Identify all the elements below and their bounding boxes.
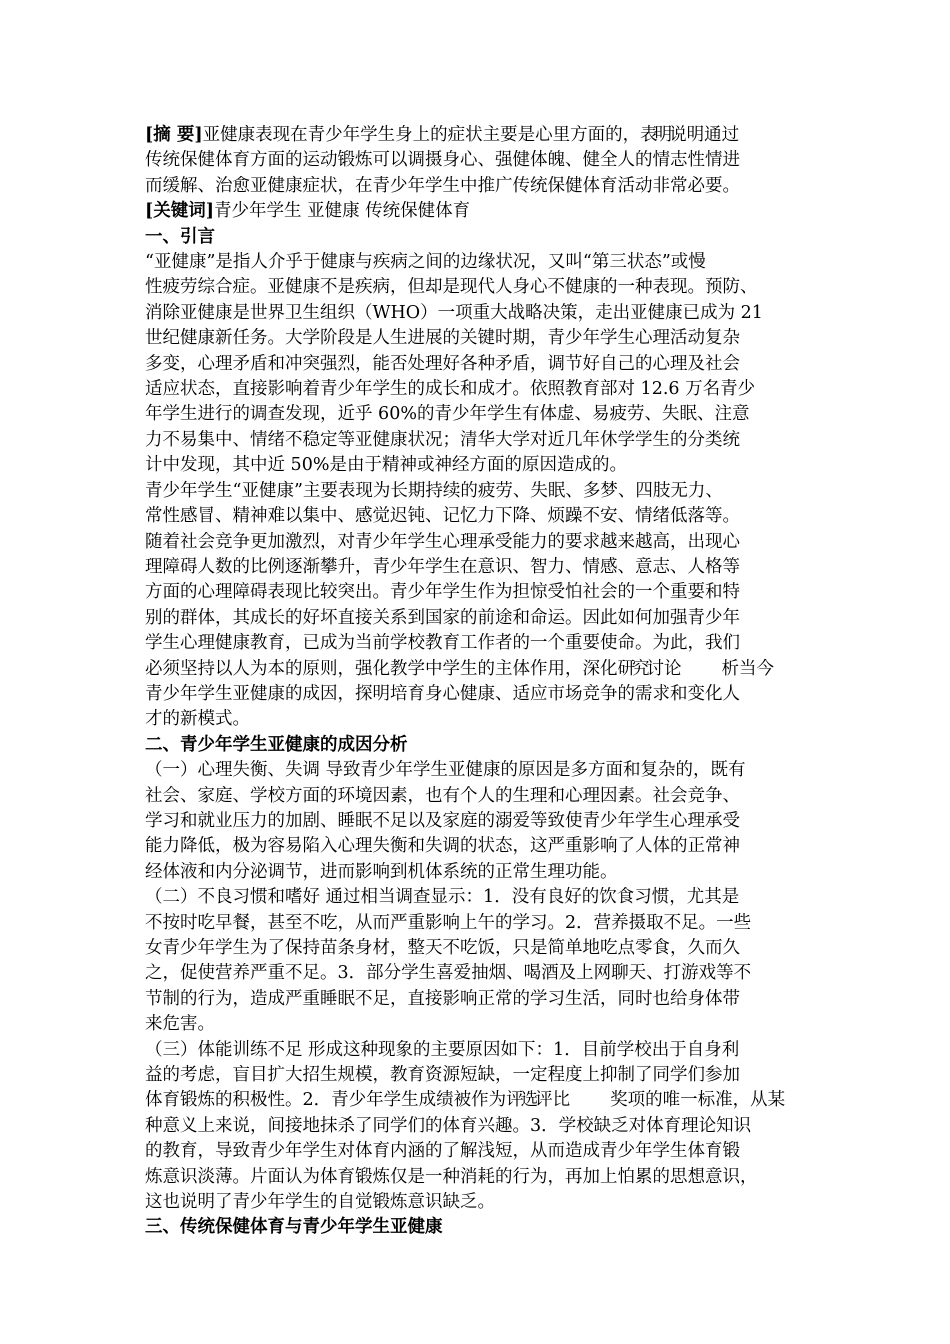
paragraph-line: 理障碍人数的比例逐渐攀升，青少年学生在意识、智力、情感、意志、人格等 (145, 556, 740, 577)
paragraph-line (145, 657, 810, 682)
paragraph-line: 性疲劳综合症。亚健康不是疾病，但却是现代人身心不健康的一种表现。预防、 (145, 277, 758, 298)
text-run: 体育锻炼的积极性。2．青少年学生成绩被作为 (145, 1090, 507, 1111)
keywords-line (145, 199, 810, 224)
paragraph-line: 常性感冒、精神难以集中、感觉迟钝、记忆力下降、烦躁不安、情绪低落等。 (145, 506, 740, 527)
paragraph-line: 多变，心理矛盾和冲突强烈，能否处理好各种矛盾，调节好自己的心理及社会 (145, 353, 740, 374)
abstract-line-1 (145, 123, 810, 148)
paragraph-line: 能力降低，极为容易陷入心理失衡和失调的状态，这严重影响了人体的正常神 (145, 836, 740, 857)
paragraph-line: 学生心理健康教育，已成为当前学校教育工作者的一个重要使命。为此，我们 (145, 633, 740, 654)
paragraph-line: 别的群体，其成长的好坏直接关系到国家的前途和命运。因此如何加强青少年 (145, 607, 740, 628)
paragraph-line: 随着社会竞争更加激烈，对青少年学生心理承受能力的要求越来越高，出现心 (145, 531, 740, 552)
text-run: 讨论 (646, 658, 682, 679)
paragraph-line: 的教育，导致青少年学生对体育内涵的了解浅短，从而造成青少年学生体育锻 (145, 1141, 740, 1162)
paragraph-line: 适应状态，直接影响着青少年学生的成长和成才。依照教育部对 12.6 万名青少 (145, 379, 756, 400)
document-page (145, 123, 810, 1241)
keywords-text: 青少年学生 亚健康 传统保健体育 (214, 201, 471, 222)
section-3-title: 三、传统保健体育与青少年学生亚健康 (145, 1217, 443, 1238)
paragraph-line: 社会、家庭、学校方面的环境因素，也有个人的生理和心理因素。社会竞争、 (145, 785, 740, 806)
paragraph-line: 炼意识淡薄。片面认为体育锻炼仅是一种消耗的行为，再加上怕累的思想意识， (145, 1166, 758, 1187)
paragraph-line: 年学生进行的调查发现，近乎 60%的青少年学生有体虚、易疲劳、失眠、注意 (145, 404, 750, 425)
abstract-label: [摘 要] (145, 125, 203, 145)
paragraph-line: 种意义上来说，间接地抹杀了同学们的体育兴趣。3．学校缺乏对体育理论知识 (145, 1115, 752, 1136)
paragraph-line: 来危害。 (145, 1014, 215, 1035)
paragraph-line: 青少年学生亚健康的成因，探明培育身心健康、适应市场竞争的需求和变化人 (145, 683, 740, 704)
paragraph-line: 这也说明了青少年学生的自觉锻炼意识缺乏。 (145, 1192, 495, 1213)
overlap-word: 研究 (617, 658, 647, 679)
paragraph-line: 之，促使营养严重不足。3．部分学生喜爱抽烟、喝酒及上网聊天、打游戏等不 (145, 963, 752, 984)
paragraph-line: 世纪健康新任务。大学阶段是人生进展的关键时期，青少年学生心理活动复杂 (145, 328, 740, 349)
paragraph-line: 女青少年学生为了保持苗条身材，整天不吃饭，只是简单地吃点零食，久而久 (145, 938, 740, 958)
paragraph-line: “亚健康”是指人介乎于健康与疾病之间的边缘状况，又叫“第三状态”或慢 (145, 252, 706, 273)
paragraph-line: 方面的心理障碍表现比较突出。青少年学生作为担惊受怕社会的一个重要和特 (145, 582, 740, 603)
paragraph-line: 消除亚健康是世界卫生组织（WHO）一项重大战略决策，走出亚健康已成为 21 (145, 302, 763, 323)
text-run: 必须坚持以人为本的原则，强化教学中学生的主体作用，深化 (145, 658, 618, 679)
paragraph-line: 节制的行为，造成严重睡眠不足，直接影响正常的学习生活，同时也给身体带 (145, 988, 740, 1009)
abstract-overlap-word: 表明 (640, 125, 670, 145)
paragraph-line: 益的考虑，盲目扩大招生规模，教育资源短缺，一定程度上抑制了同学们参加 (145, 1065, 740, 1086)
keywords-label: [关键词] (145, 201, 215, 222)
paragraph-line: （三）体能训练不足 形成这种现象的主要原因如下：1．目前学校出于自身利 (145, 1039, 740, 1060)
paragraph-line (145, 1088, 810, 1113)
paragraph-line: 才的新模式。 (145, 709, 250, 730)
paragraph-line: （一）心理失衡、失调 导致青少年学生亚健康的原因是多方面和复杂的，既有 (145, 760, 746, 781)
paragraph-line: 青少年学生“亚健康”主要表现为长期持续的疲劳、失眠、多梦、四肢无力、 (145, 480, 723, 501)
paragraph-line: （二）不良习惯和嗜好 通过相当调查显示：1．没有良好的饮食习惯，尤其是 (145, 887, 740, 908)
paragraph-line: 不按时吃早餐，甚至不吃，从而严重影响上午的学习。2．营养摄取不足。一些 (145, 912, 752, 933)
section-2-title: 二、青少年学生亚健康的成因分析 (145, 734, 408, 755)
paragraph-line: 学习和就业压力的加剧、睡眠不足以及家庭的溺爱等致使青少年学生心理承受 (145, 810, 740, 831)
overlap-word: 评选 (506, 1090, 536, 1111)
paragraph-line: 计中发现，其中近 50%是由于精神或神经方面的原因造成的。 (145, 455, 627, 476)
abstract-text: 亚健康表现在青少年学生身上的症状主要是心里方面的， (202, 125, 641, 145)
text-run: 奖项的唯一标准，从某 (610, 1090, 786, 1111)
section-1-title: 一、引言 (145, 226, 215, 247)
abstract-line-2: 传统保健体育方面的运动锻炼可以调摄身心、强健体魄、健全人的情志性情进 (145, 150, 740, 171)
abstract-line-3: 而缓解、治愈亚健康症状，在青少年学生中推广传统保健体育活动非常必要。 (145, 175, 740, 196)
text-run: 析当今 (721, 658, 774, 679)
abstract-text: 说明通过 (669, 125, 740, 145)
paragraph-line: 经体液和内分泌调节，进而影响到机体系统的正常生理功能。 (145, 861, 618, 882)
text-run: 评比 (535, 1090, 571, 1111)
paragraph-line: 力不易集中、情绪不稳定等亚健康状况；清华大学对近几年休学学生的分类统 (145, 429, 740, 450)
